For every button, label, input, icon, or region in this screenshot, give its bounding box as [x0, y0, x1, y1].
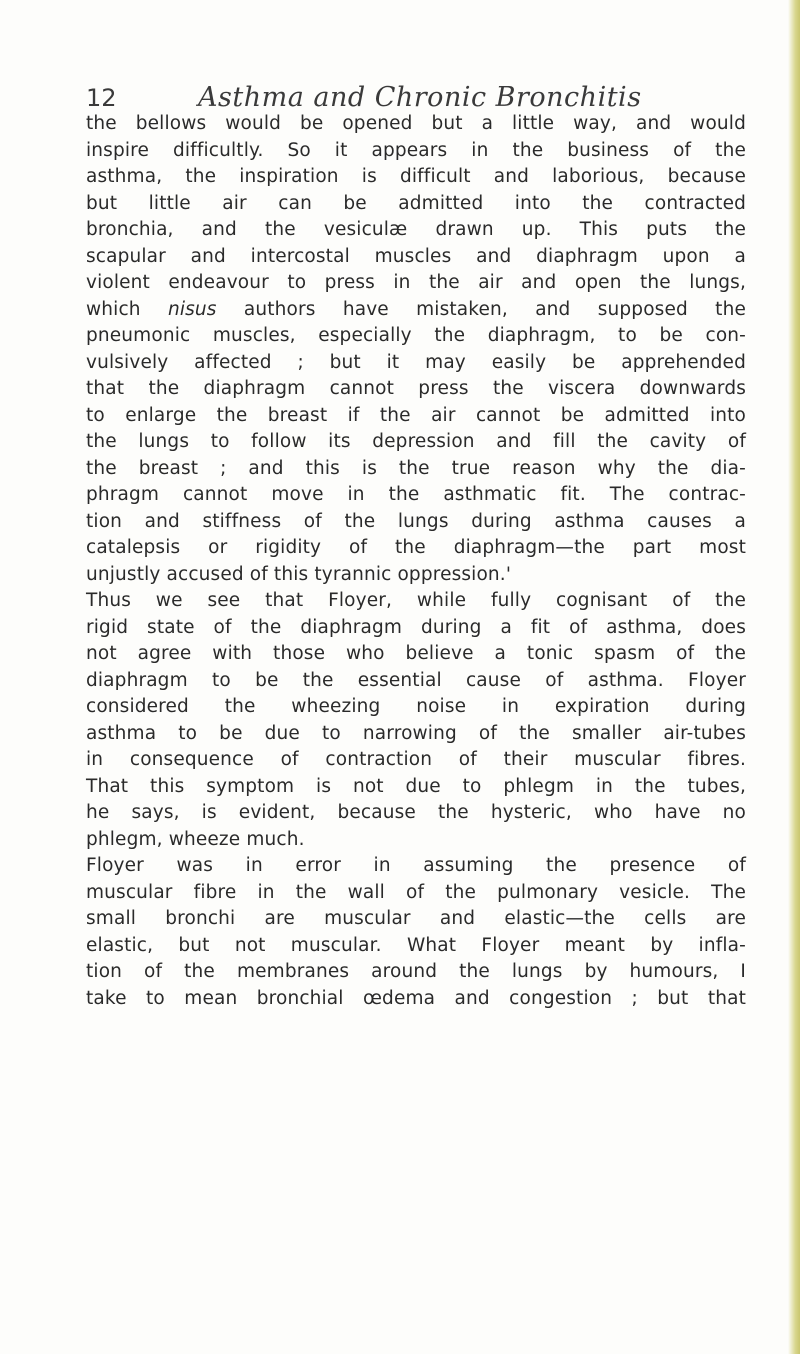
text-line: he says, is evident, because the hysteric, who have no	[86, 802, 746, 823]
text-line: elastic, but not muscular. What Floyer meant by infla-	[86, 934, 746, 956]
text-line: asthma, the inspiration is difficult and laborious, because	[86, 166, 746, 187]
text-line: scapular and intercostal muscles and diaphragm upon a	[86, 245, 746, 267]
text-line: That this symptom is not due to phlegm in the tubes,	[86, 775, 746, 797]
text-line: which nisus authors have mistaken, and supposed the	[86, 298, 746, 320]
text-line: bronchia, and the vesiculæ drawn up. This puts the	[86, 219, 746, 240]
text-line: phragm cannot move in the asthmatic fit. The contrac-	[86, 484, 746, 505]
text-line: catalepsis or rigidity of the diaphragm—the part most	[86, 537, 746, 558]
text-line: violent endeavour to press in the air and open the lungs,	[86, 272, 746, 293]
text-line: pneumonic muscles, especially the diaphragm, to be con-	[86, 325, 746, 346]
text-line: not agree with those who believe a tonic spasm of the	[86, 643, 746, 664]
text-line: Thus we see that Floyer, while fully cognisant of the	[86, 590, 746, 611]
page-number: 12	[86, 84, 117, 112]
text-line: in consequence of contraction of their muscular fibres.	[86, 749, 746, 770]
text-line: but little air can be admitted into the contracted	[86, 192, 746, 214]
text-line: diaphragm to be the essential cause of asthma. Floyer	[86, 669, 746, 691]
text-line: asthma to be due to narrowing of the smaller air-tubes	[86, 722, 746, 744]
text-line: considered the wheezing noise in expiration during	[86, 696, 746, 717]
text-line: tion of the membranes around the lungs by humours, I	[86, 961, 746, 982]
text-line: tion and stiffness of the lungs during asthma causes a	[86, 510, 746, 532]
text-line: muscular fibre in the wall of the pulmonary vesicle. The	[86, 881, 746, 903]
running-title: Asthma and Chronic Bronchitis	[198, 82, 642, 113]
text-line: the breast ; and this is the true reason why the dia-	[86, 457, 746, 479]
text-line: Floyer was in error in assuming the presence of	[86, 855, 746, 876]
text-line: inspire difficultly. So it appears in the business of the	[86, 139, 746, 161]
text-line: unjustly accused of this tyrannic oppression.'	[86, 563, 512, 585]
text-line: the lungs to follow its depression and fill the cavity of	[86, 431, 746, 452]
text-line: that the diaphragm cannot press the viscera downwards	[86, 378, 746, 399]
text-line: small bronchi are muscular and elastic—the cells are	[86, 908, 746, 929]
page-edge	[788, 0, 800, 1354]
text-line: vulsively affected ; but it may easily be apprehended	[86, 351, 746, 373]
text-line: rigid state of the diaphragm during a fit of asthma, does	[86, 616, 746, 638]
text-line: the bellows would be opened but a little way, and would	[86, 113, 746, 134]
text-line: take to mean bronchial œdema and congestion ; but that	[86, 987, 746, 1009]
text-line: to enlarge the breast if the air cannot be admitted into	[86, 404, 746, 426]
text-line: phlegm, wheeze much.	[86, 828, 305, 850]
body-text	[86, 111, 746, 1012]
